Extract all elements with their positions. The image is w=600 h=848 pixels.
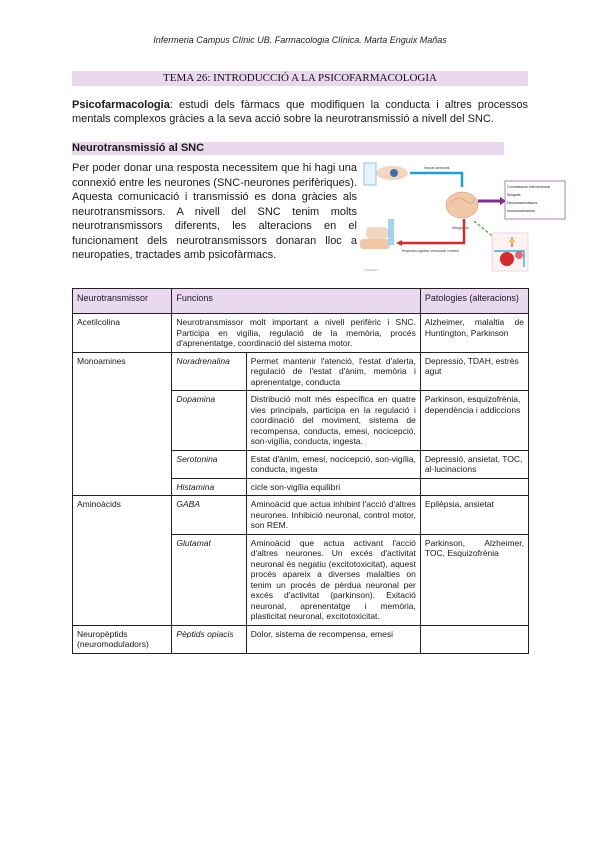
header-neurotransmissor: Neurotransmissor bbox=[73, 289, 172, 314]
figure-label-top: Impuls sensorial bbox=[424, 166, 450, 170]
header-funcions: Funcions bbox=[172, 289, 420, 314]
row-patologies: Parkinson, esquizofrènia, dependència i addiccions bbox=[420, 391, 528, 451]
intro-definition: : estudi dels fàrmacs que modifiquen la conducta i altres processos mentals complexos gràcies a la seva acció sobre la neurotransmissió a nivell del SNC. bbox=[72, 99, 528, 125]
neurotransmission-figure bbox=[362, 155, 550, 275]
page-title: TEMA 26: INTRODUCCIÓ A LA PSICOFARMACOLOGIA bbox=[72, 71, 528, 86]
row-subname: GABA bbox=[172, 496, 246, 535]
group-name: Aminoàcids bbox=[73, 496, 172, 626]
section-paragraph: Per poder donar una resposta necessitem que hi hagi una connexió entre les neurones (SNC-neurones perifèriques). Aquesta comunicació i transmissió es dona gràcies als neurotransmissors. A nivell del SNC tenim molts neurotransmissors diferents, les alteracions en el funcionament dels neurotransmissors donaran lloc a neuropaties, tractades amb psicofàrmacs. bbox=[72, 162, 357, 261]
row-funcions: Permet mantenir l'atenció, l'estat d'alerta, regulació de l'estat d'ànim, memòria i aprenentatge, conducta bbox=[246, 352, 420, 391]
header-patologies: Patologies (alteracions) bbox=[420, 289, 528, 314]
figure-label-box4: neuromoduladors bbox=[507, 209, 535, 213]
row-patologies: Depressió, ansietat, TOC, al·lucinacions bbox=[420, 450, 528, 478]
intro-term: Psicofarmacologia bbox=[72, 99, 170, 111]
row-funcions: Estat d'ànim, emesi, nocicepció, son-vigília, conducta, ingesta bbox=[246, 450, 420, 478]
figure-label-integration: Integració bbox=[452, 226, 469, 230]
neurotransmitter-table bbox=[72, 288, 529, 654]
row-patologies: Depressió, TDAH, estrès agut bbox=[420, 352, 528, 391]
figure-caption: © Elsevier bbox=[364, 268, 378, 272]
section-heading: Neurotransmissió al SNC bbox=[72, 142, 504, 155]
figure-label-box1: Comunicació interneuronal bbox=[507, 185, 550, 189]
table-row bbox=[73, 625, 529, 653]
row-subname: Dopamina bbox=[172, 391, 246, 451]
table-header-row bbox=[73, 289, 529, 314]
brain-icon bbox=[446, 192, 478, 218]
page-header: Infermeria Campus Clínic UB. Farmacologia Clínica. Marta Enguix Mañas bbox=[153, 35, 447, 45]
row-subname: Pèptids opiacis bbox=[172, 625, 246, 653]
row-subname: Glutamat bbox=[172, 534, 246, 625]
row-funcions: Aminoàcid que actua inhibint l'acció d'altres neurones. Inhibició neuronal, control motor, son REM. bbox=[246, 496, 420, 535]
row-patologies bbox=[420, 625, 528, 653]
table-row bbox=[73, 314, 529, 353]
table-row bbox=[73, 352, 529, 391]
row-patologies: Epilèpsia, ansietat bbox=[420, 496, 528, 535]
figure-label-box3: Neurotransmissors bbox=[507, 201, 538, 205]
group-name: Neuropèptids (neuromoduladors) bbox=[73, 625, 172, 653]
row-subname: Histamina bbox=[172, 478, 246, 496]
intro-paragraph bbox=[72, 98, 528, 126]
row-funcions: Dolor, sistema de recompensa, emesi bbox=[246, 625, 420, 653]
row-patologies: Parkinson, Alzheimer, TOC, Esquizofrènia bbox=[420, 534, 528, 625]
group-name: Monoamines bbox=[73, 352, 172, 496]
row-name: Acetilcolina bbox=[73, 314, 172, 353]
row-funcions: Neurotransmissor molt important a nivell perifèric i SNC. Participa en vigília, regulació de la memòria, procés d'aprenentatge, coordinació del sistema motor. bbox=[172, 314, 420, 353]
table-row bbox=[73, 496, 529, 535]
row-patologies: Alzheimer, malaltia de Huntington, Parkinson bbox=[420, 314, 528, 353]
row-subname: Serotonina bbox=[172, 450, 246, 478]
row-funcions: Aminoàcid que actua activant l'acció d'altres neurones. Un excés d'activitat neuronal és negatiu (excitotoxicitat), aquest procés apareix a diverses malalties on tenim un procés de pèrdua neuronal per excés d'activitat (parkinson). Exitació neuronal, aprenentatge i memòria, plasticitat neuronal, excitotoxicitat. bbox=[246, 534, 420, 625]
row-funcions: Distribució molt més específica en quatre vies principals, participa en la regulació i coordinació del moviment, sistema de recompensa, conducta, emesi, nocicepció, son-vigília, conducta, ingesta. bbox=[246, 391, 420, 451]
row-patologies bbox=[420, 478, 528, 496]
row-subname: Noradrenalina bbox=[172, 352, 246, 391]
row-funcions: cicle son-vigília equilibri bbox=[246, 478, 420, 496]
synapse-icon bbox=[492, 233, 528, 271]
figure-label-box2: Sinapsis bbox=[507, 193, 521, 197]
figure-label-bottom: Resposta cognitiva i emocional / motora bbox=[402, 249, 459, 253]
